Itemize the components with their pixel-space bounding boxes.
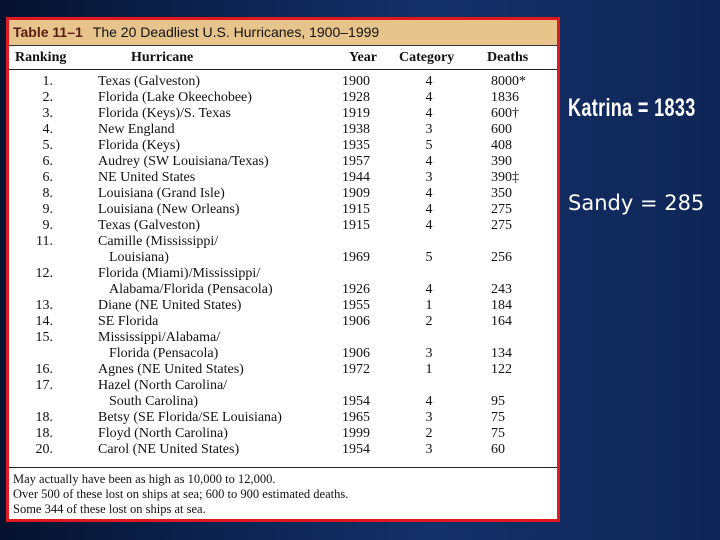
deaths-cell: 256 (491, 250, 512, 265)
category-cell: 3 (425, 346, 433, 361)
year-cell: 1935 (342, 138, 370, 153)
category-cell: 4 (425, 106, 433, 121)
rank-cell: 6. (42, 170, 53, 185)
year-cell: 1915 (342, 202, 370, 217)
footnote: Over 500 of these lost on ships at sea; 600 to 900 estimated deaths. (13, 487, 349, 501)
rank-cell: 14. (35, 314, 53, 329)
table-row (9, 74, 557, 90)
category-cell: 4 (425, 186, 433, 201)
table-body (9, 74, 557, 458)
year-cell: 1900 (342, 74, 370, 89)
table-row (9, 362, 557, 378)
table-row (9, 330, 557, 362)
table-title-band (9, 20, 557, 46)
category-cell: 4 (425, 394, 433, 409)
hurricane-cell: Agnes (NE United States) (98, 362, 244, 377)
footnotes (9, 467, 557, 517)
year-cell: 1954 (342, 394, 370, 409)
hurricane-cell: New England (98, 122, 175, 137)
category-cell: 2 (425, 426, 433, 441)
header-ranking: Ranking (15, 50, 67, 65)
rank-cell: 9. (42, 218, 53, 233)
deaths-cell: 243 (491, 282, 512, 297)
table-row (9, 266, 557, 298)
deaths-cell: 275 (491, 202, 512, 217)
hurricane-cell: Louisiana) (109, 250, 169, 265)
rank-cell: 13. (35, 298, 53, 313)
hurricane-cell: Florida (Miami)/Mississippi/ (98, 266, 261, 281)
hurricane-cell: Mississippi/Alabama/ (98, 330, 221, 345)
hurricane-cell: Florida (Pensacola) (109, 346, 219, 361)
rank-cell: 18. (35, 426, 53, 441)
rank-cell: 15. (35, 330, 53, 345)
year-cell: 1999 (342, 426, 370, 441)
year-cell: 1906 (342, 314, 370, 329)
rank-cell: 11. (36, 234, 53, 249)
year-cell: 1954 (342, 442, 370, 457)
category-cell: 4 (425, 218, 433, 233)
year-cell: 1969 (342, 250, 370, 265)
category-cell: 3 (425, 122, 433, 137)
header-year: Year (349, 50, 377, 65)
deaths-cell: 134 (491, 346, 512, 361)
rank-cell: 1. (42, 74, 53, 89)
table-label: Table 11–1 (13, 24, 83, 40)
category-cell: 1 (425, 362, 433, 377)
hurricane-cell: Alabama/Florida (Pensacola) (109, 282, 273, 297)
rank-cell: 5. (42, 138, 53, 153)
hurricane-table (6, 17, 560, 522)
hurricane-cell: Floyd (North Carolina) (98, 426, 228, 441)
deaths-cell: 390‡ (491, 170, 519, 185)
category-cell: 4 (425, 282, 433, 297)
table-row (9, 186, 557, 202)
year-cell: 1965 (342, 410, 370, 425)
category-cell: 3 (425, 442, 433, 457)
category-cell: 1 (425, 298, 433, 313)
hurricane-cell: Florida (Keys) (98, 138, 181, 153)
table-row (9, 138, 557, 154)
year-cell: 1906 (342, 346, 370, 361)
hurricane-cell: SE Florida (98, 314, 159, 329)
rank-cell: 4. (42, 122, 53, 137)
deaths-cell: 350 (491, 186, 512, 201)
year-cell: 1909 (342, 186, 370, 201)
deaths-cell: 1836 (491, 90, 519, 105)
year-cell: 1919 (342, 106, 370, 121)
deaths-cell: 75 (491, 410, 505, 425)
hurricane-cell: Texas (Galveston) (98, 218, 201, 233)
hurricane-cell: South Carolina) (109, 394, 199, 409)
year-cell: 1972 (342, 362, 370, 377)
rank-cell: 12. (35, 266, 53, 281)
table-row (9, 90, 557, 106)
table-row (9, 442, 557, 458)
table-row (9, 314, 557, 330)
category-cell: 4 (425, 202, 433, 217)
category-cell: 4 (425, 90, 433, 105)
table-row (9, 218, 557, 234)
table-row (9, 122, 557, 138)
year-cell: 1928 (342, 90, 370, 105)
hurricane-cell: Hazel (North Carolina/ (98, 378, 228, 393)
rank-cell: 18. (35, 410, 53, 425)
footnote: Some 344 of these lost on ships at sea. (13, 502, 206, 516)
year-cell: 1944 (342, 170, 370, 185)
footnote: May actually have been as high as 10,000 to 12,000. (13, 472, 276, 486)
deaths-cell: 275 (491, 218, 512, 233)
category-cell: 2 (425, 314, 433, 329)
hurricane-cell: Texas (Galveston) (98, 74, 201, 89)
hurricane-cell: Audrey (SW Louisiana/Texas) (98, 154, 269, 169)
rank-cell: 6. (42, 154, 53, 169)
deaths-cell: 184 (491, 298, 512, 313)
category-cell: 5 (425, 250, 433, 265)
hurricane-cell: Diane (NE United States) (98, 298, 242, 313)
deaths-cell: 122 (491, 362, 512, 377)
hurricane-cell: Louisiana (New Orleans) (98, 202, 240, 217)
table-row (9, 298, 557, 314)
rank-cell: 16. (35, 362, 53, 377)
rank-cell: 17. (35, 378, 53, 393)
hurricane-cell: Camille (Mississippi/ (98, 234, 219, 249)
table-row (9, 106, 557, 122)
table-row (9, 170, 557, 186)
year-cell: 1955 (342, 298, 370, 313)
sandy-annotation: Sandy = 285 (568, 191, 705, 215)
deaths-cell: 60 (491, 442, 505, 457)
deaths-cell: 95 (491, 394, 505, 409)
table-row (9, 202, 557, 218)
category-cell: 4 (425, 74, 433, 89)
deaths-cell: 75 (491, 426, 505, 441)
year-cell: 1926 (342, 282, 370, 297)
rank-cell: 9. (42, 202, 53, 217)
hurricane-cell: Louisiana (Grand Isle) (98, 186, 225, 201)
table-row (9, 410, 557, 426)
category-cell: 4 (425, 154, 433, 169)
category-cell: 3 (425, 410, 433, 425)
table-header (9, 47, 557, 70)
header-category: Category (399, 50, 455, 65)
year-cell: 1938 (342, 122, 370, 137)
hurricane-cell: Florida (Lake Okeechobee) (98, 90, 252, 105)
hurricane-cell: Carol (NE United States) (98, 442, 240, 457)
deaths-cell: 600 (491, 122, 512, 137)
rank-cell: 20. (35, 442, 53, 457)
deaths-cell: 164 (491, 314, 512, 329)
table-title: The 20 Deadliest U.S. Hurricanes, 1900–1999 (92, 24, 380, 40)
table-row (9, 378, 557, 410)
category-cell: 3 (425, 170, 433, 185)
deaths-cell: 408 (491, 138, 512, 153)
table-row (9, 426, 557, 442)
table-row (9, 154, 557, 170)
deaths-cell: 390 (491, 154, 512, 169)
deaths-cell: 600† (491, 106, 519, 121)
year-cell: 1915 (342, 218, 370, 233)
rank-cell: 8. (42, 186, 53, 201)
rank-cell: 2. (42, 90, 53, 105)
category-cell: 5 (425, 138, 433, 153)
year-cell: 1957 (342, 154, 370, 169)
hurricane-cell: Florida (Keys)/S. Texas (98, 106, 231, 121)
deaths-cell: 8000* (491, 74, 526, 89)
hurricane-cell: Betsy (SE Florida/SE Louisiana) (98, 410, 282, 425)
table-row (9, 234, 557, 266)
rank-cell: 3. (42, 106, 53, 121)
katrina-annotation: Katrina = 1833 (568, 94, 696, 122)
header-deaths: Deaths (487, 50, 529, 65)
hurricane-cell: NE United States (98, 170, 196, 185)
header-hurricane: Hurricane (131, 50, 194, 65)
